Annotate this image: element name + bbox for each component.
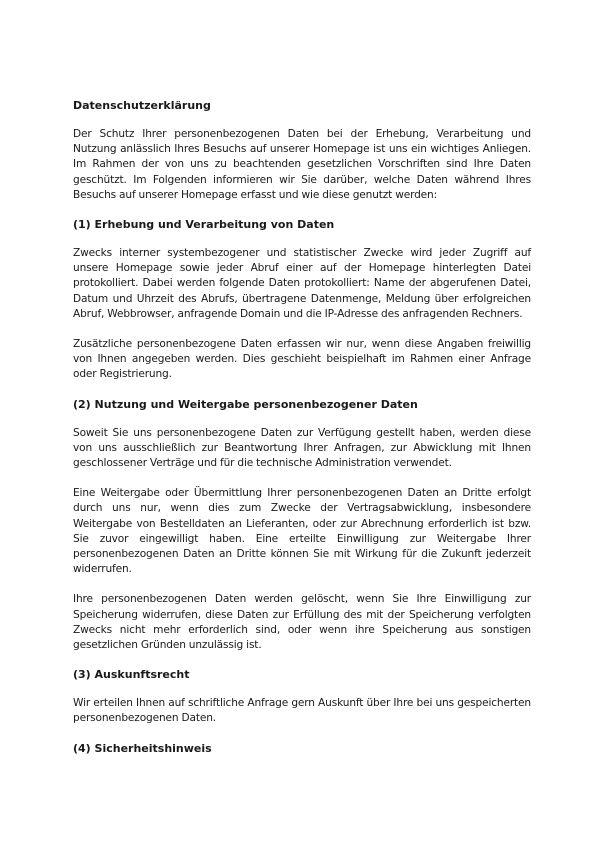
section-paragraph: Zwecks interner systembezogener und statistischer Zwecke wird jeder Zugriff auf unsere Homepage sowie jeder Abruf einer auf der Homepage hinterlegten Datei protokolliert. Dabei werden folgende Daten protokolliert: Name der abgerufenen Datei, Datum und Uhrzeit des Abrufs, übertragene Datenmenge, Meldung über erfolgreichen Abruf, Webbrowser, anfragende Domain und die IP-Adresse des anfragenden Rechners. [73, 247, 531, 320]
document-page [73, 99, 531, 770]
section-paragraph: Zusätzliche personenbezogene Daten erfassen wir nur, wenn diese Angaben freiwillig von Ihnen angegeben werden. Dies geschieht beispielhaft im Rahmen einer Anfrage oder Registrierung. [73, 338, 531, 381]
intro-paragraph: Der Schutz Ihrer personenbezogenen Daten bei der Erhebung, Verarbeitung und Nutzung anlässlich Ihres Besuchs auf unserer Homepage ist uns ein wichtiges Anliegen. Im Rahmen der von uns zu beachtenden gesetzlichen Vorschriften sind Ihre Daten geschützt. Im Folgenden informieren wir Sie darüber, welche Daten während Ihres Besuchs auf unserer Homepage erfasst und wie diese genutzt werden: [73, 128, 531, 201]
section-heading-usage: (2) Nutzung und Weitergabe personenbezogener Daten [73, 397, 418, 411]
section-heading-security: (4) Sicherheitshinweis [73, 741, 212, 755]
section-paragraph: Eine Weitergabe oder Übermittlung Ihrer personenbezogenen Daten an Dritte erfolgt durch uns nur, wenn dies zum Zwecke der Vertragsabwicklung, insbesondere Weitergabe von Bestelldaten an Lieferanten, oder zur Abrechnung erforderlich ist bzw. Sie zuvor eingewilligt haben. Eine erteilte Einwilligung zur Weitergabe Ihrer personenbezogenen Daten an Dritte können Sie mit Wirkung für die Zukunft jederzeit widerrufen. [73, 487, 531, 576]
document-title: Datenschutzerklärung [73, 99, 211, 112]
section-heading-collection: (1) Erhebung und Verarbeitung von Daten [73, 218, 335, 232]
section-heading-information-right: (3) Auskunftsrecht [73, 668, 190, 682]
section-paragraph: Wir erteilen Ihnen auf schriftliche Anfrage gern Auskunft über Ihre bei uns gespeicherten personenbezogenen Daten. [73, 697, 531, 725]
section-paragraph: Soweit Sie uns personenbezogene Daten zur Verfügung gestellt haben, werden diese von uns ausschließlich zur Beantwortung Ihrer Anfragen, zur Abwicklung mit Ihnen geschlossener Verträge und für die technische Administration verwendet. [73, 426, 531, 470]
section-paragraph: Ihre personenbezogenen Daten werden gelöscht, wenn Sie Ihre Einwilligung zur Speicherung widerrufen, diese Daten zur Erfüllung des mit der Speicherung verfolgten Zwecks nicht mehr erforderlich sind, oder wenn ihre Speicherung aus sonstigen gesetzlichen Gründen unzulässig ist. [73, 593, 531, 652]
